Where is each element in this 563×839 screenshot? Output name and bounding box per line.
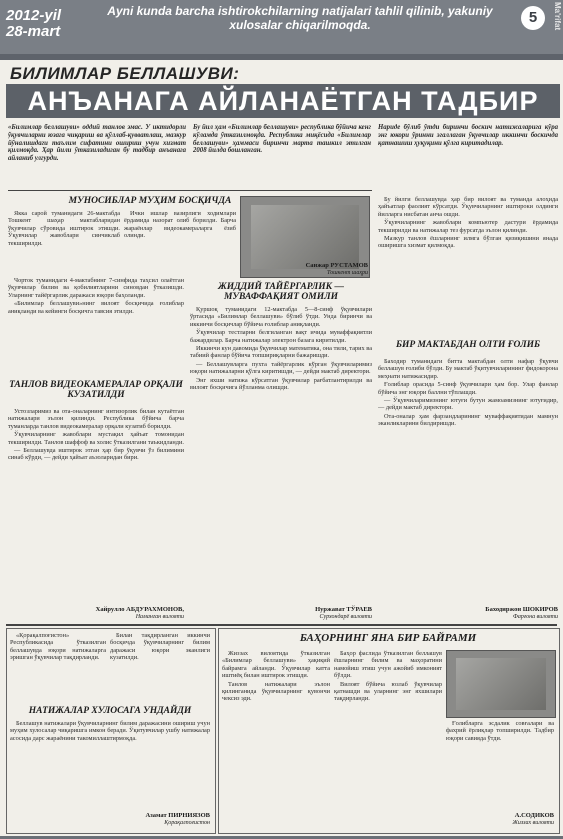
bottom-right-col-2: Баҳор фаслида ўтказилган беллашув ёшларнинг билим ва маҳоратини намойиш этиш учун ажойиб имконият бўлди. Вилоят бўйича юзлаб ўқувчилар қатнашди ва уларнинг энг яхшилари тақдирланди.: [334, 650, 442, 703]
signature-left-place: Наманган вилояти: [135, 614, 184, 620]
issue-day: 28-mart: [6, 23, 61, 40]
bottom-right-signature-place: Жиззах вилояти: [512, 820, 554, 826]
signature-left: Хайрулло АБДУРАХМОНОВ,: [95, 606, 184, 613]
body-col-middle: Қуршоқ туманидаги 12-мактабда 5—8-синф ўқувчилари ўртасида «Билимлар беллашуви» бўлиб ўтди. Унда биринчи ва иккинчи босқичлар бўйича ғолиблар аниқланди. Ўқувчилар тестларни белгиланган вақт ичида муваффақиятли бажардилар. Барча натижалар электрон базага киритилди. Иккинчи кун давомида ўқувчилар математика, она тили, тарих ва табиий фанлар бўйича топшириқларни бажаришди. — Беллашувларга пухта тайёргарлик кўрган ўқувчиларимиз юқори натижаларни қўлга киритишди, — дейди мактаб директори. Энг яхши натижа кўрсатган ўқувчилар рағбатлантирилди ва вилоят босқичига йўлланма олишди.: [190, 306, 372, 392]
signature-mid-1: Санжар РУСТАМОВ: [305, 262, 368, 269]
bottom-left-signature: Азамат ПИРНИЯЗОВ: [145, 812, 210, 819]
header-motto: Ayni kunda barcha ishtirokchilarning natijalari tahlil qilinib, yakuniy xulosalar chiqarilmoqda.: [107, 4, 493, 32]
bottom-right-col-3: Ғолибларга эсдалик совғалари ва фахрий ёрлиқлар топширилди. Тадбир юқори савияда ўтди.: [446, 720, 554, 742]
bottom-left-title: НАТИЖАЛАР ХУЛОСАГА УНДАЙДИ: [28, 706, 192, 716]
issue-year: 2012-yil: [6, 7, 62, 24]
signature-mid-1-place: Тошкент шаҳри: [327, 270, 368, 276]
section-subhead-video: ТАНЛОВ ВИДЕОКАМЕРАЛАР ОРҚАЛИ КУЗАТИЛДИ: [9, 380, 183, 400]
bottom-left-col-2: Билан тақдирланган иккинчи босқичда ўқувчиларнинг билим даражаси юқори эканлиги кузатилди.: [110, 632, 210, 662]
signature-mid-2-place: Сурхондарё вилояти: [319, 614, 372, 620]
header-band-lower: [0, 54, 563, 60]
article-supertitle: БИЛИМЛАР БЕЛЛАШУВИ:: [10, 64, 240, 83]
lead-divider: [8, 190, 372, 191]
section-subhead-right: БИР МАКТАБДАН ОЛТИ ҒОЛИБ: [395, 340, 541, 350]
body-col-left-4: Устозларимиз ва ота-оналарнинг интизорлик билан кутаётган натижалари эълон қилинди. Республика бўйича барча туманларда танлов видеокамералар орқали кузатиб борилди. Ўқувчиларнинг жавоблари мустақил ҳайъат томонидан текширилди. Танлов шаффоф ва холис ўтказилгани таъкидланди. — Беллашувда иштирок этган ҳар бир ўқувчи ўз билимини синаб кўрди, — дейди ҳайъат аъзоларидан бири.: [8, 408, 184, 462]
lead-col-2: [193, 124, 371, 188]
body-col-left-1: Якка сарой туманидаги 26-мактабда Тошкент шаҳар мактабларидан ўқувчилар сўровида иштирок этишди. Ўқувчилар жавоблари синчиклаб текширилди.: [8, 210, 120, 247]
lead-col-1: [8, 124, 186, 188]
bottom-right-signature: А.СОДИКОВ: [514, 812, 554, 819]
section-subhead-left: МУНОСИБЛАР МУҲИМ БОСҚИЧДА: [68, 196, 232, 206]
section-divider: [6, 624, 557, 626]
body-col-right-2: Баходир туманидаги битта мактабдан олти нафар ўқувчи беллашув ғолиби бўлди. Бу мактаб ўқитувчиларининг фидокорона меҳнати натижасидир. Ғолиблар орасида 5-синф ўқувчилари ҳам бор. Улар фанлар бўйича энг юқори баллни тўплашди. — Ўқувчиларимизнинг ютуғи бутун жамоамизнинг ютуғидир, — дейди мактаб директори. Ота-оналар ҳам фарзандларининг муваффақиятидан мамнун эканликларини билдиришди.: [378, 358, 558, 428]
signature-right: Баходиржон ШОКИРОВ: [485, 606, 558, 613]
page-header: [0, 0, 563, 60]
lead-text-1: «Билимлар беллашуви» оддий танлов эмас. У иктидорли ўқувчиларни юзага чиқариш ва қўллаб-қувватлаш, мазкур йўналишдаги таълим сифатини ошириш учун хизмат қилмоқда. Ҳар йили ўтказиладиган бу тадбир анъанага айланиб улгурди.: [8, 124, 186, 163]
body-col-left-3: Чорток туманидаги 4-мактабнинг 7-синфида таҳсил олаётган ўқувчилар билим ва қобилиятларини синовдан ўтказишди. Уларнинг тайёргарлик даражаси юқори баҳоланди. «Билимлар беллашуви»нинг вилоят босқичида ғолиблар аниқланди ва кейинги босқичга тавсия этилди.: [8, 277, 184, 315]
bottom-left-col-3: Беллашув натижалари ўқувчиларнинг билим даражасини ошириш учун муҳим хулосалар чиқаришга имкон беради. Ўқитувчилар ушбу натижалар асосида дарс жараёнини такомиллаштирмоқда.: [10, 720, 210, 742]
photo-event: [446, 650, 556, 718]
body-col-right-1: Бу йилги беллашувда ҳар бир вилоят ва туманда алоҳида ҳайъатлар фаолият кўрсатди. Ўқувчиларнинг иштироки олдинги йилларга нисбатан анча ошди. Ўқувчиларнинг жавоблари компьютер дастури ёрдамида текширилди ва натижалар тез фурсатда эълон қилинди. Мазкур танлов ёшларнинг илмга бўлган қизиқишини янада оширишга хизмат қилмоқда.: [378, 196, 558, 250]
signature-right-place: Фарғона вилояти: [513, 614, 558, 620]
bottom-right-col-1: Жиззах вилоятида ўтказилган «Билимлар беллашуви» ҳақиқий байрамга айланди. Ўқувчилар катта иштиёқ билан иштирок этишди. Танлов натижалари эълон қилинганида ўқувчиларнинг қувончи чексиз эди.: [222, 650, 330, 703]
lead-col-3: [378, 124, 558, 188]
lead-text-2: Бу йил ҳам «Билимлар беллашуви» республика бўйича кенг кўламда ўтказилмоқда. Республика миқёсида «Билимлар беллашуви» ҳаммаси биринчи марта ташкил этилган 2008 йилда бошланган.: [193, 124, 371, 155]
bottom-left-col-1: «Қорақалпоғистон» Республикасида ўтказилган беллашувда юқори натижаларга эришган ўқувчилар тақдирланди.: [10, 632, 106, 662]
page-number-badge: 5: [521, 6, 545, 30]
section-subhead-middle: ЖИДДИЙ ТАЙЁРГАРЛИК — МУВАФФАҚИЯТ ОМИЛИ: [218, 282, 344, 302]
lead-text-3: Нариде бўлиб ўтди биринчи боскич натижаларига кўра энг юкори ўринни эгаллаган ўқувчилар иккинчи боскичда қатнашиш ҳуқуқини қўлга киритадилар.: [378, 124, 558, 147]
signature-mid-2: Нуржават ТЎРАЕВ: [315, 606, 372, 613]
bottom-left-signature-place: Қорақалпоғистон: [164, 820, 210, 826]
bottom-right-title: БАҲОРНИНГ ЯНА БИР БАЙРАМИ: [299, 632, 477, 644]
issue-date: [6, 8, 61, 40]
article-title: АНЪАНАГА АЙЛАНАЁТГАН ТАДБИР: [6, 84, 560, 118]
body-col-left-2: Ички ишлар вазирлиги ходимлари ёрдамида назорат олиб борилди. Барча жараёнлар видеокамераларга ёзиб олинди.: [124, 210, 236, 240]
newspaper-logo: Ma'rifat: [553, 2, 562, 31]
